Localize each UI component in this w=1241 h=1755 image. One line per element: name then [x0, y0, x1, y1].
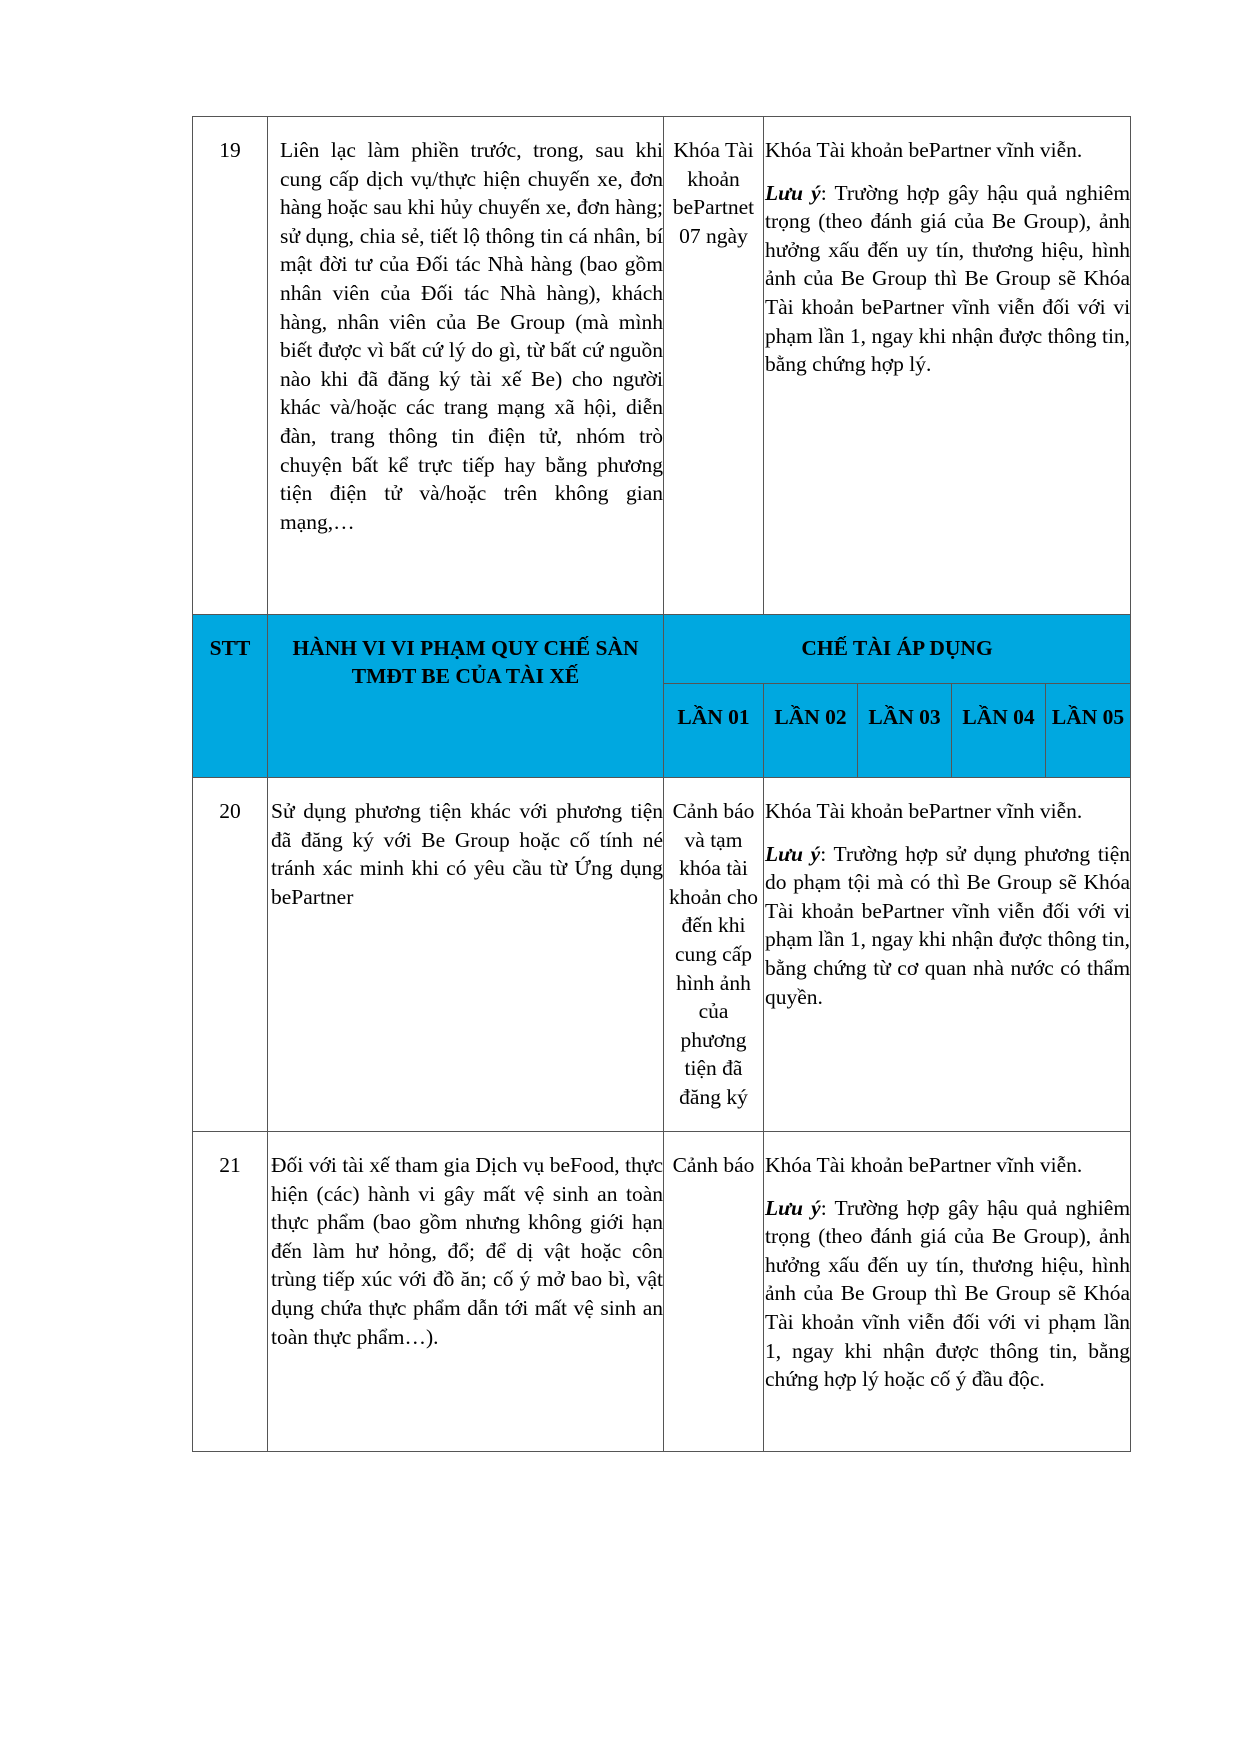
header-violation: HÀNH VI VI PHẠM QUY CHẾ SÀN TMĐT BE CỦA TÀI XẾ [268, 615, 664, 778]
note-text: : Trường hợp sử dụng phương tiện do phạm tội mà có thì Be Group sẽ Khóa Tài khoản bePartner vĩnh viễn đối với vi phạm lần 1, ngay khi nhận được thông tin, bằng chứng từ cơ quan nhà nước có thẩm quyền. [765, 841, 1131, 1009]
header-time-05: LẦN 05 [1046, 684, 1131, 778]
header-sanction: CHẾ TÀI ÁP DỤNG [664, 615, 1131, 684]
violation-description: Liên lạc làm phiền trước, trong, sau khi cung cấp dịch vụ/thực hiện chuyến xe, đơn hàng hoặc sau khi hủy chuyến xe, đơn hàng; sử dụng, chia sẻ, tiết lộ thông tin cá nhân, bí mật đời tư của Đối tác Nhà hàng (bao gồm nhân viên của Đối tác Nhà hàng), khách hàng, nhân viên của Be Group (mà mình biết được vì bất cứ lý do gì, từ bất cứ nguồn nào khi đã đăng ký tài xế Be) cho người khác và/hoặc các trang mạng xã hội, diễn đàn, trang thông tin điện tử, nhóm trò chuyện bất kể trực tiếp hay bằng phương tiện điện tử và/hoặc trên không gian mạng,… [268, 117, 664, 615]
header-time-01: LẦN 01 [664, 684, 764, 778]
header-time-03: LẦN 03 [858, 684, 952, 778]
note-text: : Trường hợp gây hậu quả nghiêm trọng (theo đánh giá của Be Group), ảnh hưởng xấu đến uy tín, thương hiệu, hình ảnh của Be Group thì Be Group sẽ Khóa Tài khoản bePartner vĩnh viễn đối với vi phạm lần 1, ngay khi nhận được thông tin, bằng chứng hợp lý. [765, 180, 1131, 377]
first-sanction: Cảnh báo và tạm khóa tài khoản cho đến khi cung cấp hình ảnh của phương tiện đã đăng ký [664, 778, 764, 1132]
sanction-text: Khóa Tài khoản bePartner vĩnh viễn. [765, 799, 1083, 823]
violation-description: Đối với tài xế tham gia Dịch vụ beFood, thực hiện (các) hành vi gây mất vệ sinh an toàn thực phẩm (bao gồm nhưng không giới hạn đến làm hư hỏng, đổ; để dị vật hoặc côn trùng tiếp xúc với đồ ăn; cố ý mở bao bì, vật dụng chứa thực phẩm dẫn tới mất vệ sinh an toàn thực phẩm…). [268, 1132, 664, 1452]
note-label: Lưu ý [765, 180, 821, 205]
table-row [193, 1132, 1131, 1452]
violation-table [192, 116, 1131, 1452]
header-time-02: LẦN 02 [764, 684, 858, 778]
sanction-text: Khóa Tài khoản bePartner vĩnh viễn. [765, 138, 1083, 162]
table-row [193, 117, 1131, 615]
first-sanction: Khóa Tài khoản bePartnet 07 ngày [664, 117, 764, 615]
header-time-04: LẦN 04 [952, 684, 1046, 778]
row-number: 19 [193, 117, 268, 615]
sanction-note [765, 1194, 1130, 1394]
repeat-sanction [764, 1132, 1131, 1452]
note-label: Lưu ý [765, 1195, 821, 1220]
table-header-row [193, 615, 1131, 684]
sanction-note [765, 840, 1130, 1012]
sanction-note [765, 179, 1130, 379]
row-number: 21 [193, 1132, 268, 1452]
table-row [193, 778, 1131, 1132]
repeat-sanction [764, 778, 1131, 1132]
header-stt: STT [193, 615, 268, 778]
row-number: 20 [193, 778, 268, 1132]
violation-description: Sử dụng phương tiện khác với phương tiện đã đăng ký với Be Group hoặc cố tính né tránh xác minh khi có yêu cầu từ Ứng dụng bePartner [268, 778, 664, 1132]
note-label: Lưu ý [765, 841, 821, 866]
note-text: : Trường hợp gây hậu quả nghiêm trọng (theo đánh giá của Be Group), ảnh hưởng xấu đến uy tín, thương hiệu, hình ảnh của Be Group thì Be Group sẽ Khóa Tài khoản vĩnh viễn đối với vi phạm lần 1, ngay khi nhận được thông tin, bằng chứng hợp lý hoặc cố ý đầu độc. [765, 1195, 1131, 1392]
sanction-text: Khóa Tài khoản bePartner vĩnh viễn. [765, 1153, 1083, 1177]
repeat-sanction [764, 117, 1131, 615]
first-sanction: Cảnh báo [664, 1132, 764, 1452]
